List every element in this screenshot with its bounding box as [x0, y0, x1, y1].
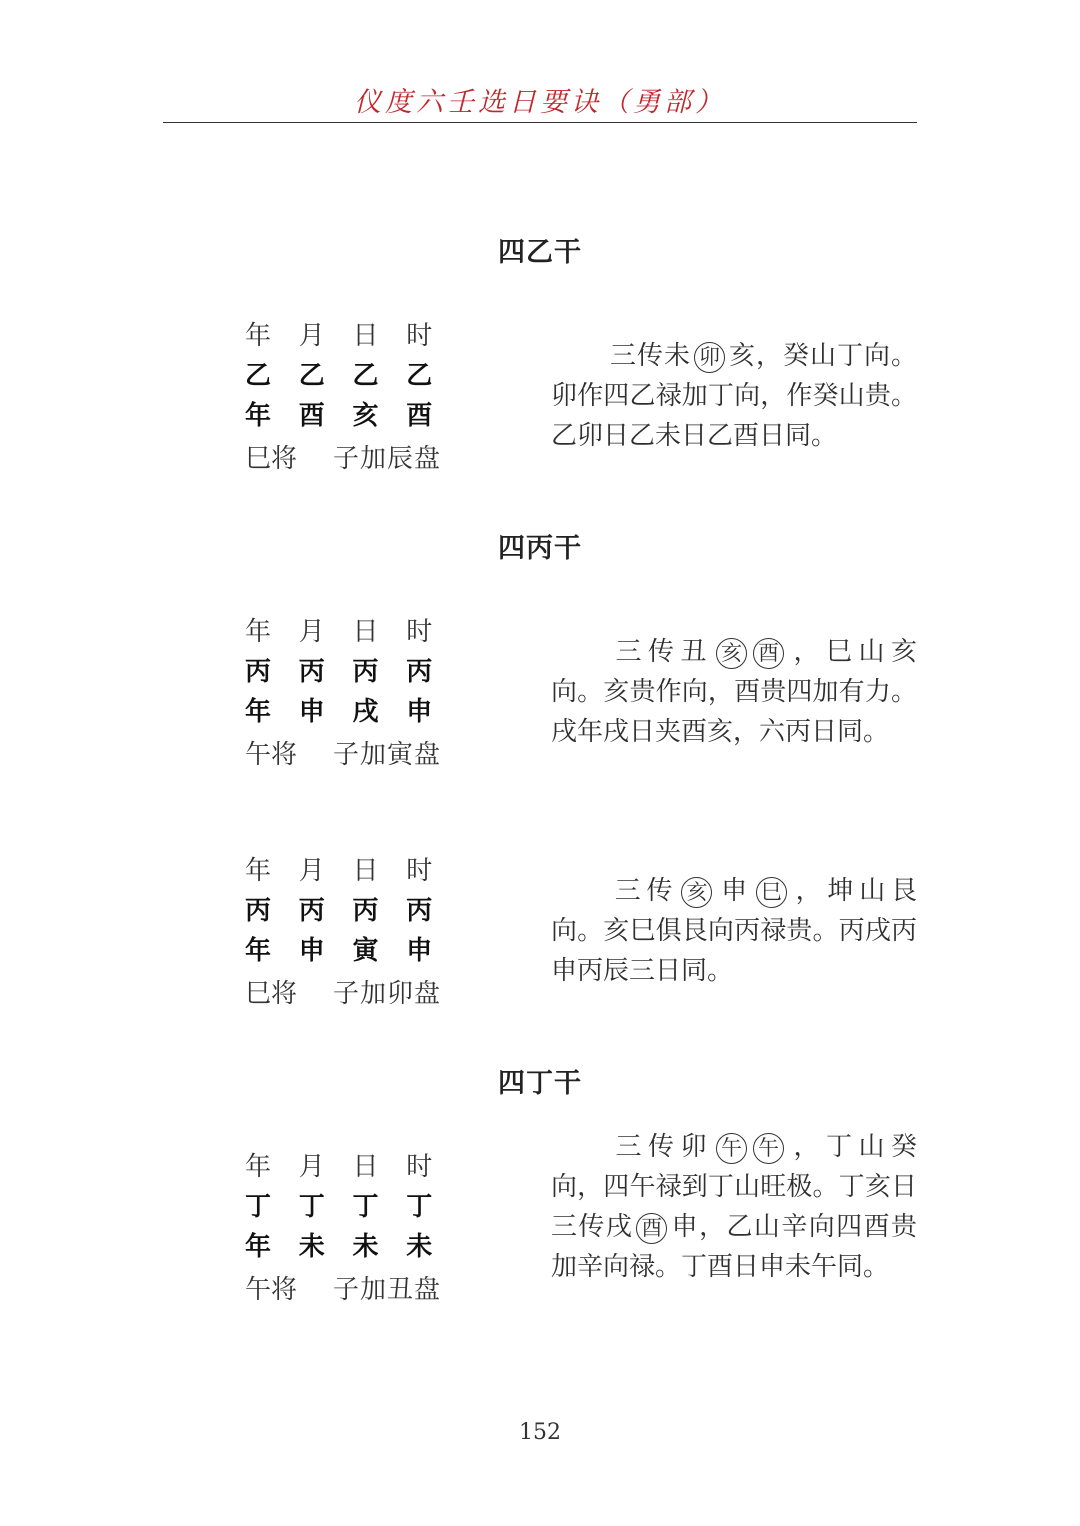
chart-block-3 [245, 851, 460, 1011]
chart-cell: 亥 [352, 401, 379, 431]
chart-block-4 [245, 1147, 460, 1307]
chart-cell: 年 [245, 697, 272, 727]
chart-branches-row [245, 396, 460, 436]
chart-block-1 [245, 316, 460, 476]
chart-block-2 [245, 612, 460, 772]
chart-note-4 [551, 1127, 917, 1287]
chart-cell: 乙 [298, 361, 325, 391]
section-title-yi: 四乙干 [498, 237, 582, 268]
chart-cell: 丁 [298, 1192, 325, 1222]
chart-cell: 丙 [352, 896, 379, 926]
chart-cell: 未 [406, 1232, 433, 1262]
chart-pan: 子加丑盘 [333, 1274, 442, 1305]
chart-cell: 年 [245, 1152, 272, 1182]
note-text: 三传丑 [609, 637, 713, 667]
circled-char: 酉 [636, 1213, 667, 1244]
chart-jiang: 午将 [245, 1274, 298, 1305]
chart-cell: 丁 [245, 1192, 272, 1222]
chart-cell: 时 [406, 1152, 433, 1182]
chart-cell: 月 [298, 1152, 325, 1182]
chart-jiang: 巳将 [245, 978, 298, 1009]
chart-cell: 丁 [406, 1192, 433, 1222]
header-title: 仪度六壬选日要诀（勇部） [354, 87, 726, 118]
chart-cell: 年 [245, 1232, 272, 1262]
note-text: ，坤山艮向。亥巳俱艮向丙禄贵。丙戌丙申丙辰三日同。 [551, 876, 917, 986]
section-title-bing: 四丙干 [498, 533, 582, 564]
note-text: 三传卯 [609, 1132, 713, 1162]
chart-cell: 丙 [245, 896, 272, 926]
circled-char: 酉 [753, 638, 784, 669]
chart-cell: 丙 [298, 896, 325, 926]
chart-stems-row [245, 891, 460, 931]
chart-cell: 丁 [352, 1192, 379, 1222]
note-text: 申，乙山辛向四酉贵加辛向禄。丁酉日申未午同。 [551, 1212, 917, 1282]
note-text: ，巳山亥向。亥贵作向，酉贵四加有力。戌年戌日夹酉亥，六丙日同。 [551, 637, 917, 747]
chart-note-1 [551, 336, 917, 456]
chart-heads-row [245, 851, 460, 891]
chart-cell: 年 [245, 321, 272, 351]
circled-char: 亥 [681, 877, 712, 908]
note-text: 三传未 [609, 341, 691, 371]
chart-cell: 丙 [406, 657, 433, 687]
chart-cell: 年 [245, 936, 272, 966]
chart-cell: 年 [245, 617, 272, 647]
chart-cell: 乙 [245, 361, 272, 391]
chart-cell: 乙 [406, 361, 433, 391]
chart-branches-row [245, 1227, 460, 1267]
chart-stems-row [245, 1187, 460, 1227]
chart-jiang-row [245, 436, 460, 476]
chart-cell: 日 [352, 1152, 379, 1182]
chart-branches-row [245, 692, 460, 732]
chart-cell: 年 [245, 401, 272, 431]
chart-cell: 丙 [298, 657, 325, 687]
chart-heads-row [245, 612, 460, 652]
chart-pan: 子加寅盘 [333, 739, 442, 770]
chart-cell: 未 [298, 1232, 325, 1262]
chart-jiang: 午将 [245, 739, 298, 770]
chart-heads-row [245, 316, 460, 356]
chart-cell: 日 [352, 856, 379, 886]
chart-branches-row [245, 931, 460, 971]
chart-cell: 月 [298, 617, 325, 647]
note-text: 亥，癸山丁向。卯作四乙禄加丁向，作癸山贵。乙卯日乙未日乙酉日同。 [551, 341, 917, 451]
note-text: 申 [715, 876, 753, 906]
chart-cell: 时 [406, 321, 433, 351]
chart-cell: 月 [298, 856, 325, 886]
page-number: 152 [519, 1420, 561, 1445]
chart-cell: 未 [352, 1232, 379, 1262]
chart-note-2 [551, 632, 917, 752]
circled-char: 午 [716, 1133, 747, 1164]
chart-pan: 子加卯盘 [333, 978, 442, 1009]
circled-char: 巳 [756, 877, 787, 908]
chart-stems-row [245, 356, 460, 396]
chart-cell: 乙 [352, 361, 379, 391]
chart-jiang-row [245, 1267, 460, 1307]
chart-pan: 子加辰盘 [333, 443, 442, 474]
chart-cell: 申 [298, 697, 325, 727]
chart-cell: 酉 [298, 401, 325, 431]
note-text: ，丁山癸向，四午禄到丁山旺极。丁亥日三传戌 [551, 1132, 917, 1242]
chart-cell: 时 [406, 617, 433, 647]
chart-cell: 申 [406, 936, 433, 966]
chart-cell: 时 [406, 856, 433, 886]
circled-char: 亥 [716, 638, 747, 669]
chart-jiang-row [245, 732, 460, 772]
chart-cell: 寅 [352, 936, 379, 966]
chart-cell: 申 [298, 936, 325, 966]
chart-cell: 丙 [406, 896, 433, 926]
circled-char: 卯 [694, 342, 725, 373]
chart-cell: 申 [406, 697, 433, 727]
note-text: 三传 [609, 876, 679, 906]
chart-cell: 丙 [245, 657, 272, 687]
chart-cell: 日 [352, 321, 379, 351]
chart-heads-row [245, 1147, 460, 1187]
circled-char: 午 [753, 1133, 784, 1164]
section-title-ding: 四丁干 [498, 1068, 582, 1099]
chart-cell: 月 [298, 321, 325, 351]
chart-cell: 日 [352, 617, 379, 647]
chart-note-3 [551, 871, 917, 991]
header-divider [163, 122, 917, 123]
chart-stems-row [245, 652, 460, 692]
chart-cell: 丙 [352, 657, 379, 687]
chart-cell: 年 [245, 856, 272, 886]
chart-cell: 戌 [352, 697, 379, 727]
chart-cell: 酉 [406, 401, 433, 431]
chart-jiang-row [245, 971, 460, 1011]
chart-jiang: 巳将 [245, 443, 298, 474]
